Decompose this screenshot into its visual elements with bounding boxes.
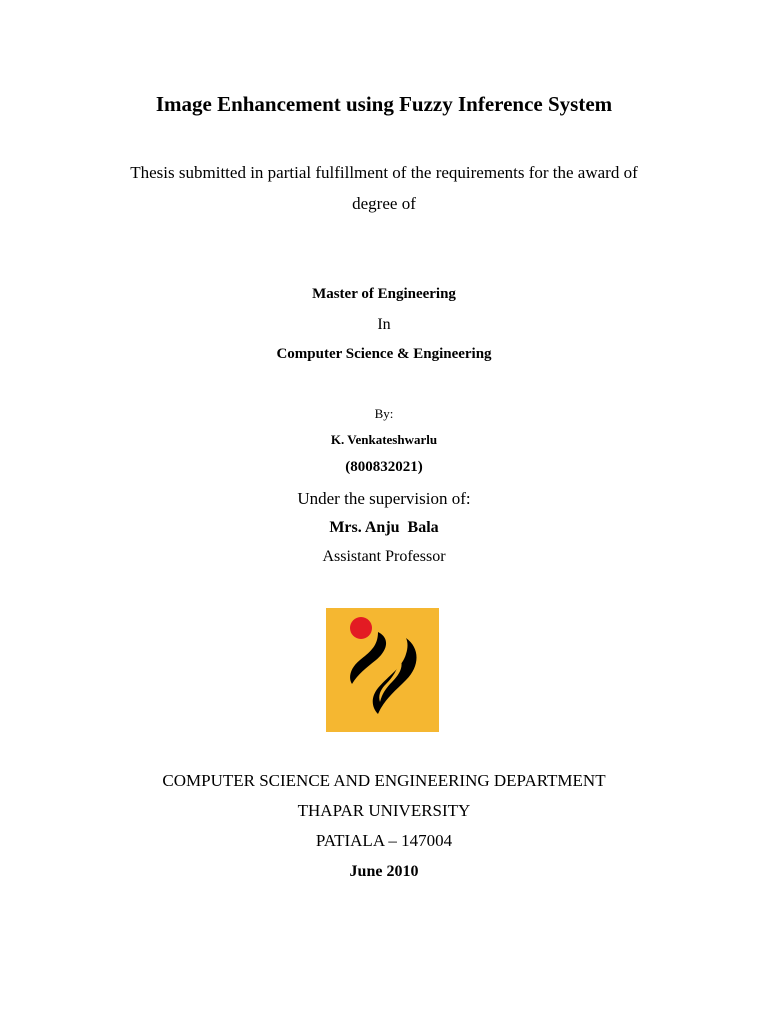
author-name: K. Venkateshwarlu bbox=[330, 432, 438, 447]
in-label: In bbox=[377, 316, 391, 333]
supervisor-designation: Assistant Professor bbox=[322, 548, 446, 565]
supervision-label: Under the supervision of: bbox=[297, 489, 471, 508]
department-name: COMPUTER SCIENCE AND ENGINEERING DEPARTMENT bbox=[162, 771, 606, 790]
roll-number: (800832021) bbox=[345, 459, 423, 475]
thesis-subtitle-line-2: degree of bbox=[352, 194, 416, 213]
university-logo-icon bbox=[326, 608, 439, 732]
logo-red-dot bbox=[350, 617, 372, 639]
logo-background bbox=[326, 608, 439, 732]
city-pincode: PATIALA – 147004 bbox=[315, 831, 453, 850]
thesis-title: Image Enhancement using Fuzzy Inference System bbox=[155, 92, 613, 116]
submission-date: June 2010 bbox=[349, 863, 419, 880]
by-label: By: bbox=[374, 406, 394, 421]
thesis-subtitle-line-1: Thesis submitted in partial fulfillment of the requirements for the award of bbox=[130, 163, 638, 182]
university-name: THAPAR UNIVERSITY bbox=[297, 801, 471, 820]
supervisor-name: Mrs. Anju Bala bbox=[329, 519, 439, 536]
field-of-study: Computer Science & Engineering bbox=[276, 346, 492, 362]
degree-name: Master of Engineering bbox=[312, 286, 456, 302]
